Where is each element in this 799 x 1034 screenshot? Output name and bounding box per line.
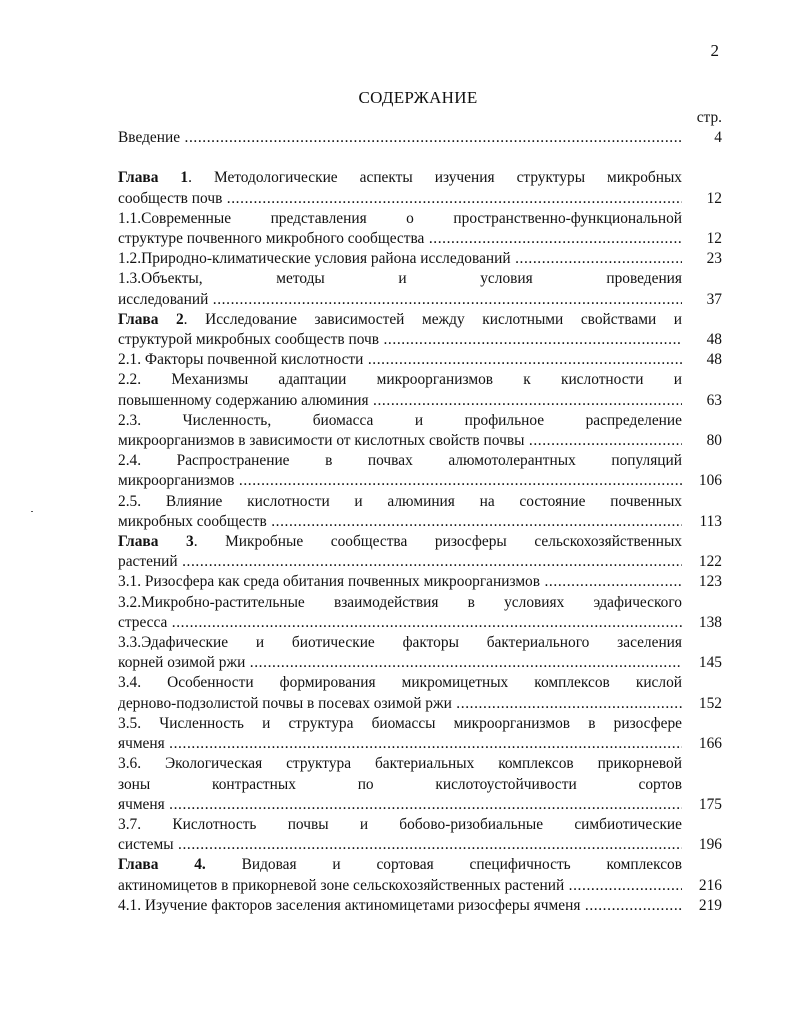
entry-title-line-1: 3.5. Численность и структура биомассы микроорганизмов в ризосфере [118,714,682,732]
entry-title-line-2: ячменя ..... [118,734,682,754]
entry-title-line-1: 2.3. Численность, биомасса и профильное распределение [118,411,682,429]
entry-page: 196 [698,836,722,854]
toc-entry-2-3[interactable] [118,411,722,451]
entry-title-line-1: 2.5. Влияние кислотности и алюминия на состояние почвенных [118,492,682,510]
toc-entry-3-7[interactable] [118,815,722,855]
toc-entry-3-2[interactable] [118,593,722,633]
entry-page: 12 [706,230,722,248]
entry-title: Введение ..... [118,128,682,148]
page-number: 2 [710,41,719,60]
entry-title-line-3: ячменя ..... [118,795,682,815]
entry-page: 138 [698,613,722,631]
entry-title-line-1: 3.7. Кислотность почвы и бобово-ризобиальные симбиотические [118,815,682,833]
toc-entry-chapter-4[interactable] [118,855,722,895]
entry-page: 216 [698,876,722,894]
entry-page: 23 [706,250,722,268]
entry-title-line-2: структурой микробных сообществ почв ..... [118,330,682,350]
entry-title-line-1: 3.4. Особенности формирования микромицетных комплексов кислой [118,674,682,692]
entry-title-line-1: Глава 4. Видовая и сортовая специфичность комплексов [118,856,682,874]
toc-entry-2-4[interactable] [118,451,722,491]
entry-page: 48 [706,351,722,369]
page-column-header: стр. [696,109,722,126]
entry-page: 80 [706,432,722,450]
entry-title-line-2: структуре почвенного микробного сообщества ..... [118,229,682,249]
entry-page: 4 [714,129,722,147]
entry-title-line-2: зоны контрастных по кислотоустойчивости сортов [118,775,682,793]
entry-title-line-1: 3.2.Микробно-растительные взаимодействия в условиях эдафического [118,593,682,611]
entry-title-line-2: дерново-подзолистой почвы в посевах озимой ржи ..... [118,694,682,714]
entry-title-line-2: актиномицетов в прикорневой зоне сельскохозяйственных растений ..... [118,876,682,896]
entry-page: 63 [706,391,722,409]
toc-entry-3-1[interactable] [118,572,722,592]
entry-page: 113 [699,512,722,530]
toc-entry-2-1[interactable] [118,350,722,370]
entry-title: 3.1. Ризосфера как среда обитания почвенных микроорганизмов ..... [118,572,682,592]
entry-title-line-2: корней озимой ржи ..... [118,653,682,673]
toc-entry-chapter-2[interactable] [118,310,722,350]
entry-title-line-1: 1.1.Современные представления о пространственно-функциональной [118,209,682,227]
entry-page: 12 [706,189,722,207]
chapter-label: Глава 1 [118,169,189,187]
entry-title-line-2: сообществ почв ..... [118,189,682,209]
entry-title-line-1: Глава 1. Методологические аспекты изучения структуры микробных [118,169,682,187]
toc-entry-2-5[interactable] [118,492,722,532]
page-title: СОДЕРЖАНИЕ [358,88,478,107]
entry-title-line-2: стресса ..... [118,613,682,633]
entry-title-line-1: 3.3.Эдафические и биотические факторы бактериального заселения [118,634,682,652]
toc-entry-chapter-1[interactable] [118,168,722,208]
entry-page: 166 [698,735,722,753]
entry-page: 37 [706,290,722,308]
toc-entry-4-1[interactable] [118,896,722,916]
chapter-label: Глава 3 [118,533,194,551]
entry-title-line-2: микроорганизмов в зависимости от кислотных свойств почвы ..... [118,431,682,451]
entry-page: 152 [698,694,722,712]
table-of-contents [118,108,722,916]
entry-title-line-2: микробных сообществ ..... [118,512,682,532]
entry-page: 48 [706,331,722,349]
toc-entry-1-1[interactable] [118,209,722,249]
toc-entry-3-5[interactable] [118,714,722,754]
toc-entry-chapter-3[interactable] [118,532,722,572]
entry-title-line-2: повышенному содержанию алюминия ..... [118,391,682,411]
toc-entry-2-2[interactable] [118,370,722,410]
entry-title-line-2: растений ..... [118,552,682,572]
entry-page: 175 [698,795,722,813]
chapter-label: Глава 4. [118,856,206,874]
toc-entry-3-6[interactable] [118,754,722,815]
entry-title-line-1: 3.6. Экологическая структура бактериальных комплексов прикорневой [118,755,682,773]
entry-title-line-2: исследований ..... [118,290,682,310]
toc-entry-1-2[interactable] [118,249,722,269]
toc-entry-3-3[interactable] [118,633,722,673]
entry-page: 122 [698,553,722,571]
toc-entry-1-3[interactable] [118,269,722,309]
entry-title: 1.2.Природно-климатические условия района исследований ..... [118,249,682,269]
toc-entry-3-4[interactable] [118,673,722,713]
entry-page: 106 [698,472,722,490]
scan-mark [31,511,33,512]
entry-title-line-2: системы ..... [118,835,682,855]
chapter-label: Глава 2 [118,310,184,328]
entry-page: 145 [698,654,722,672]
entry-title: 2.1. Факторы почвенной кислотности ..... [118,350,682,370]
entry-title: 4.1. Изучение факторов заселения актиномицетами ризосферы ячменя ..... [118,896,682,916]
entry-title-line-1: Глава 3. Микробные сообщества ризосферы сельскохозяйственных [118,533,683,551]
entry-title-line-1: 1.3.Объекты, методы и условия проведения [118,270,682,288]
entry-title-line-1: 2.2. Механизмы адаптации микроорганизмов к кислотности и [118,371,682,389]
toc-entry-introduction[interactable] [118,128,722,148]
entry-title-line-1: 2.4. Распространение в почвах алюмотолерантных популяций [118,452,682,470]
entry-page: 219 [698,896,722,914]
entry-title-line-2: микроорганизмов ..... [118,471,682,491]
entry-title-line-1: Глава 2. Исследование зависимостей между кислотными свойствами и [118,310,683,328]
entry-page: 123 [698,573,722,591]
